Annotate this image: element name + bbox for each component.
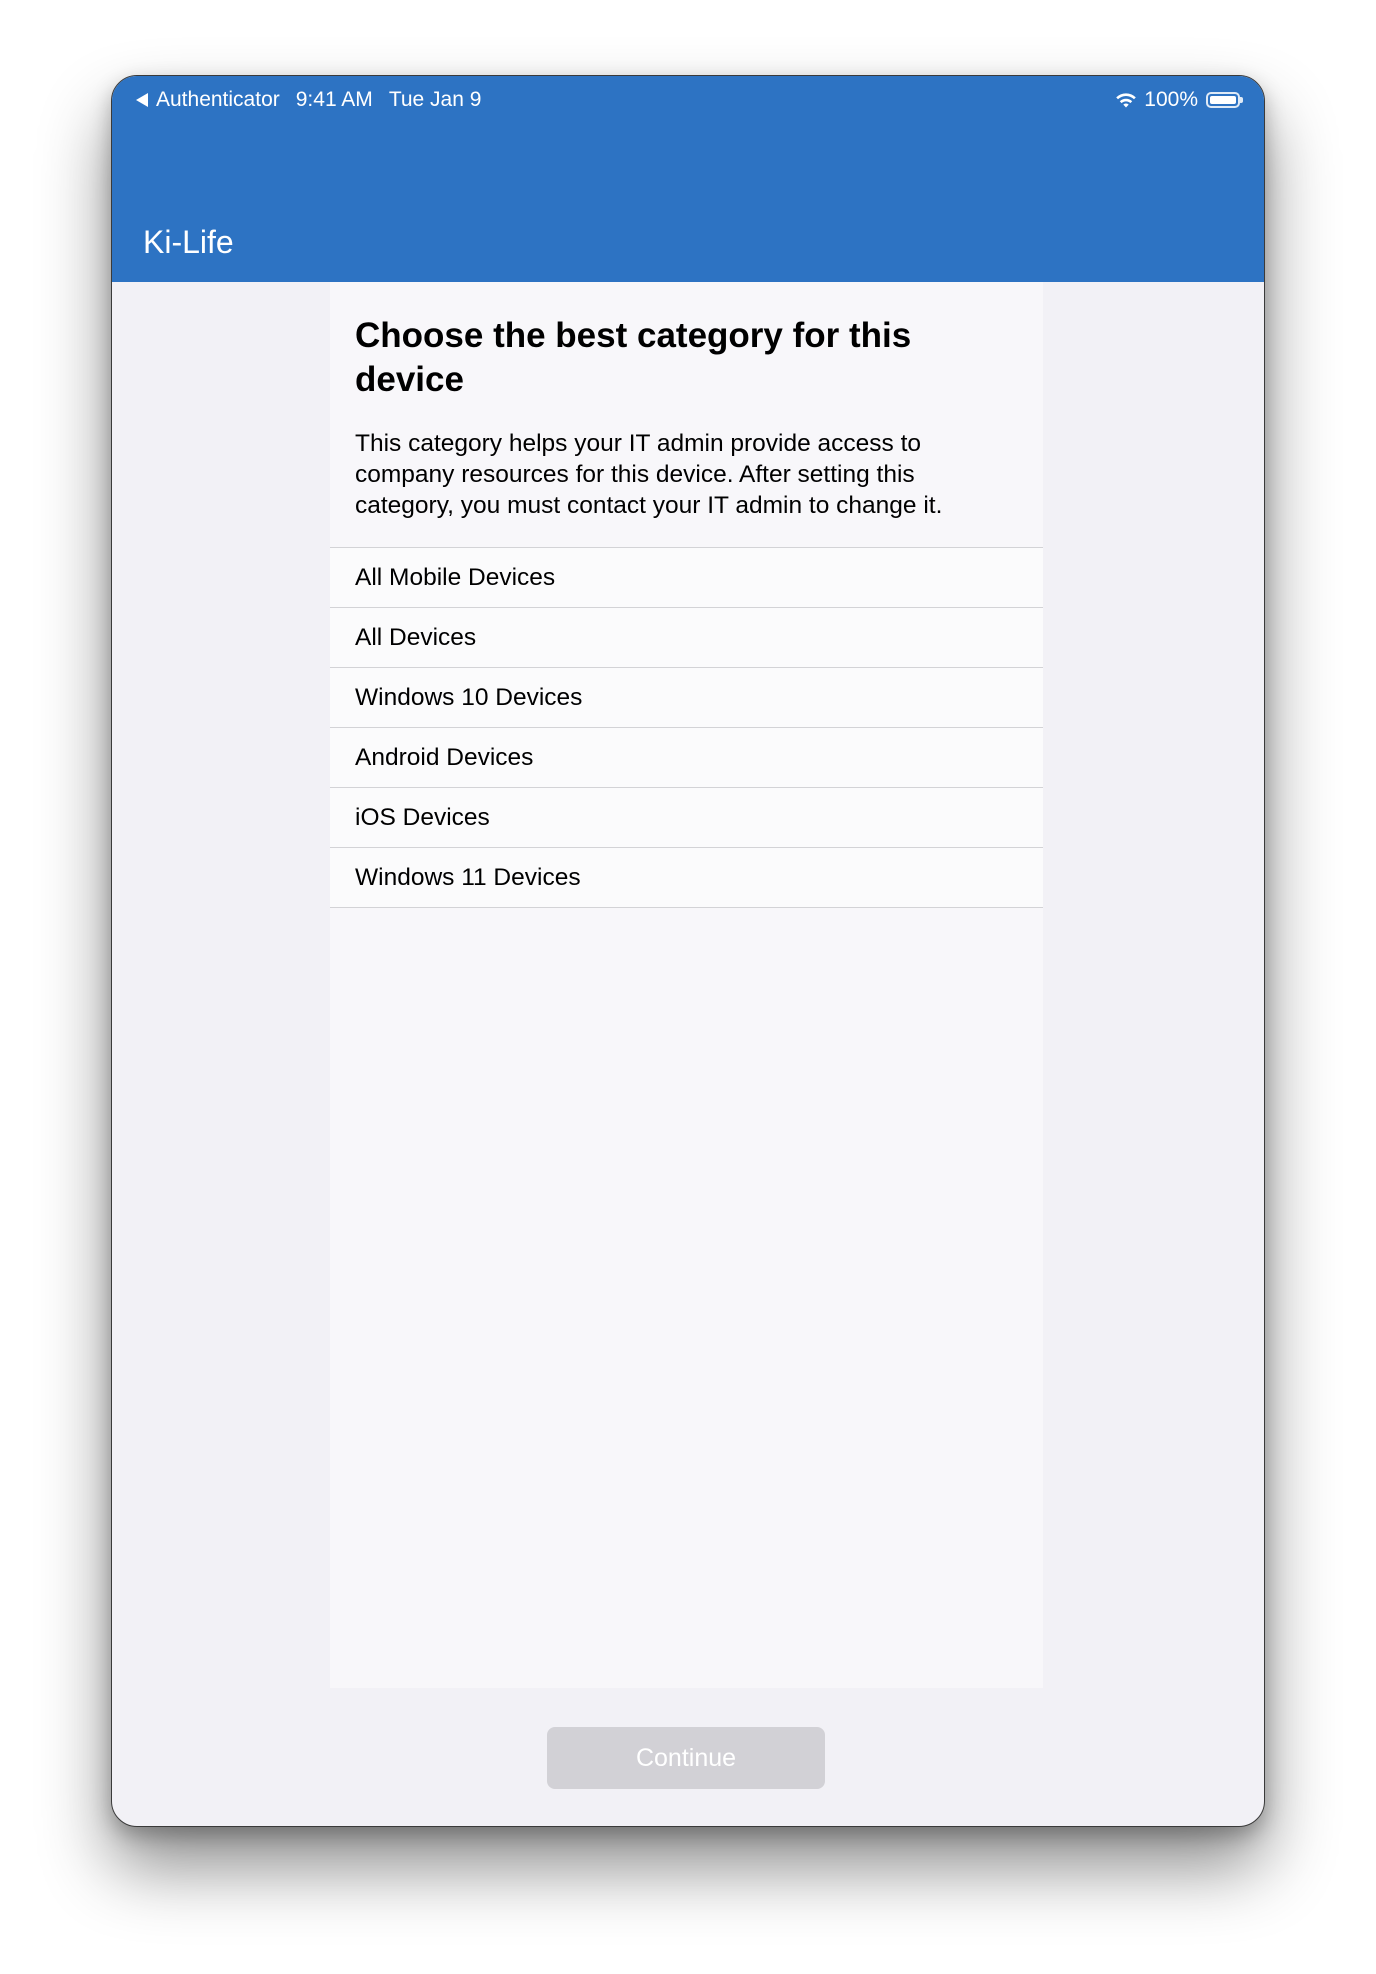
status-date: Tue Jan 9 [388,88,482,111]
category-panel [330,282,1043,1826]
page-description: This category helps your IT admin provide access to company resources for this device. After setting this category, you must contact your IT admin to change it. [355,430,943,519]
category-option-all-mobile-devices[interactable]: All Mobile Devices [330,548,1043,608]
back-app-label: Authenticator [156,88,280,111]
wifi-icon [1114,91,1138,109]
back-arrow-icon [136,93,148,107]
nav-title: Ki-Life [143,224,234,260]
back-to-app-link[interactable] [136,88,481,112]
navigation-bar [112,76,1264,282]
status-bar [112,76,1264,124]
status-indicators [1114,88,1240,112]
category-option-android-devices[interactable]: Android Devices [330,728,1043,788]
page-title: Choose the best category for this device [355,316,912,399]
battery-percent: 100% [1144,88,1198,111]
continue-button[interactable]: Continue [547,1727,825,1789]
category-list [330,547,1043,908]
footer-bar [330,1688,1043,1826]
category-option-windows-11-devices[interactable]: Windows 11 Devices [330,848,1043,908]
status-time: 9:41 AM [295,88,373,111]
category-option-windows-10-devices[interactable]: Windows 10 Devices [330,668,1043,728]
category-option-ios-devices[interactable]: iOS Devices [330,788,1043,848]
category-header [330,282,1043,547]
ipad-screen [111,75,1265,1827]
battery-icon [1206,92,1240,108]
category-option-all-devices[interactable]: All Devices [330,608,1043,668]
